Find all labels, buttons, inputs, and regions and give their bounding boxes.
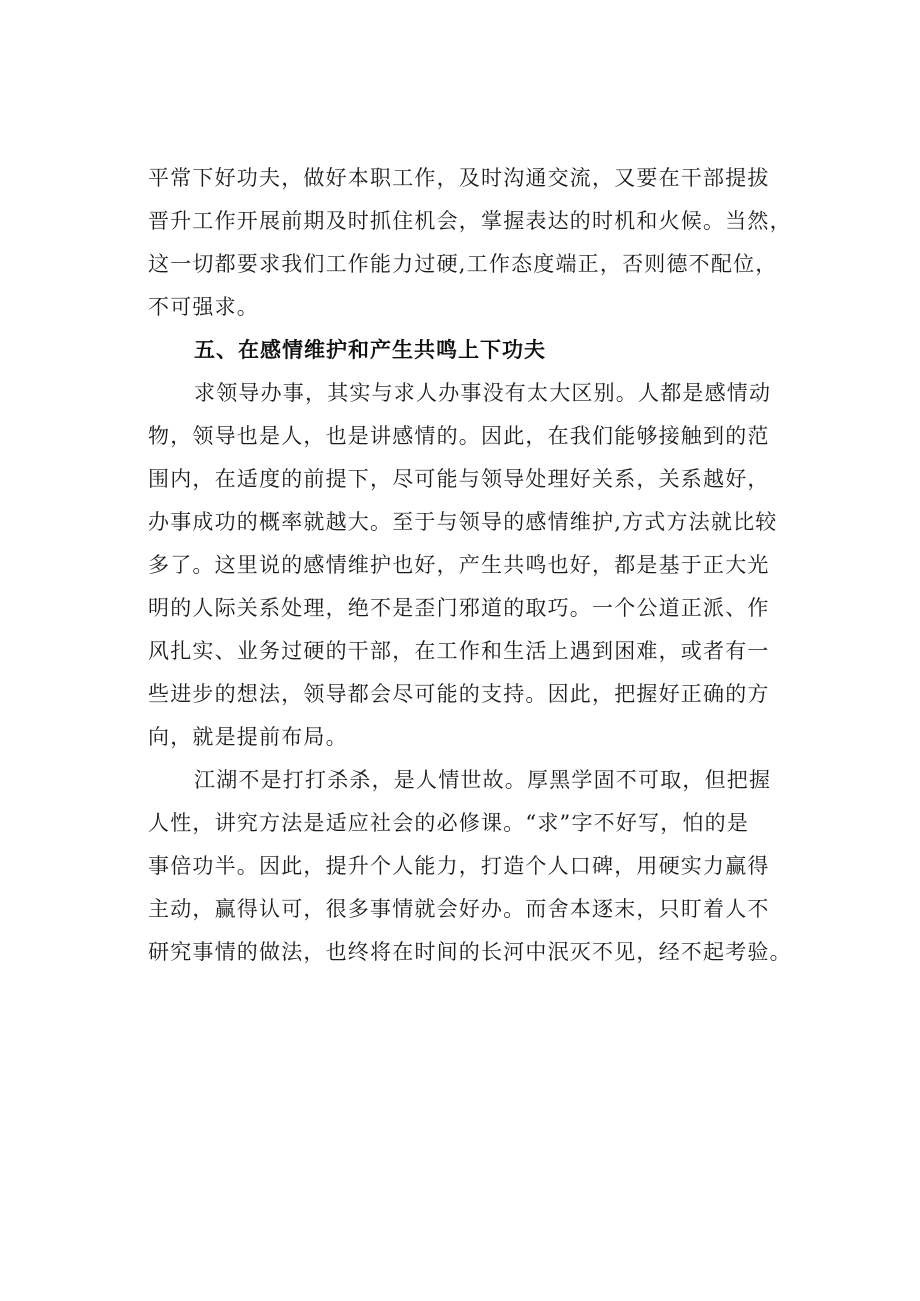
paragraph-line: 平常下好功夫，做好本职工作，及时沟通交流，又要在干部提拔 <box>148 166 770 190</box>
paragraph-line: 些进步的想法，领导都会尽可能的支持。因此，把握好正确的方 <box>148 682 770 706</box>
section-heading: 五、在感情维护和产生共鸣上下功夫 <box>194 338 546 362</box>
paragraph-line: 多了。这里说的感情维护也好，产生共鸣也好，都是基于正大光 <box>148 553 770 577</box>
paragraph-line: 围内，在适度的前提下，尽可能与领导处理好关系，关系越好， <box>148 467 770 491</box>
paragraph-line: 事倍功半。因此，提升个人能力，打造个人口碑，用硬实力赢得 <box>148 854 770 878</box>
paragraph-1 <box>148 157 822 329</box>
paragraph-line: 明的人际关系处理，绝不是歪门邪道的取巧。一个公道正派、作 <box>148 596 770 620</box>
paragraph-line: 风扎实、业务过硬的干部，在工作和生活上遇到困难，或者有一 <box>148 639 770 663</box>
paragraph-line: 求领导办事，其实与求人办事没有太大区别。人都是感情动 <box>194 381 772 405</box>
paragraph-line: 晋升工作开展前期及时抓住机会，掌握表达的时机和火候。当然， <box>148 209 792 233</box>
paragraph-line: 人性，讲究方法是适应社会的必修课。“求”字不好写，怕的是 <box>148 811 750 835</box>
paragraph-line: 办事成功的概率就越大。至于与领导的感情维护,方式方法就比较 <box>148 510 778 534</box>
paragraph-line: 研究事情的做法，也终将在时间的长河中泯灭不见，经不起考验。 <box>148 940 792 964</box>
paragraph-line: 物，领导也是人，也是讲感情的。因此，在我们能够接触到的范 <box>148 424 770 448</box>
paragraph-line: 不可强求。 <box>148 295 259 319</box>
document-body <box>148 157 822 974</box>
paragraph-line: 向，就是提前布局。 <box>148 725 348 749</box>
paragraph-line: 主动，赢得认可，很多事情就会好办。而舍本逐末，只盯着人不 <box>148 897 770 921</box>
paragraph-2 <box>148 372 822 759</box>
paragraph-line: 这一切都要求我们工作能力过硬,工作态度端正，否则德不配位， <box>148 252 778 276</box>
paragraph-3 <box>148 759 822 974</box>
paragraph-line: 江湖不是打打杀杀，是人情世故。厚黑学固不可取，但把握 <box>194 768 772 792</box>
